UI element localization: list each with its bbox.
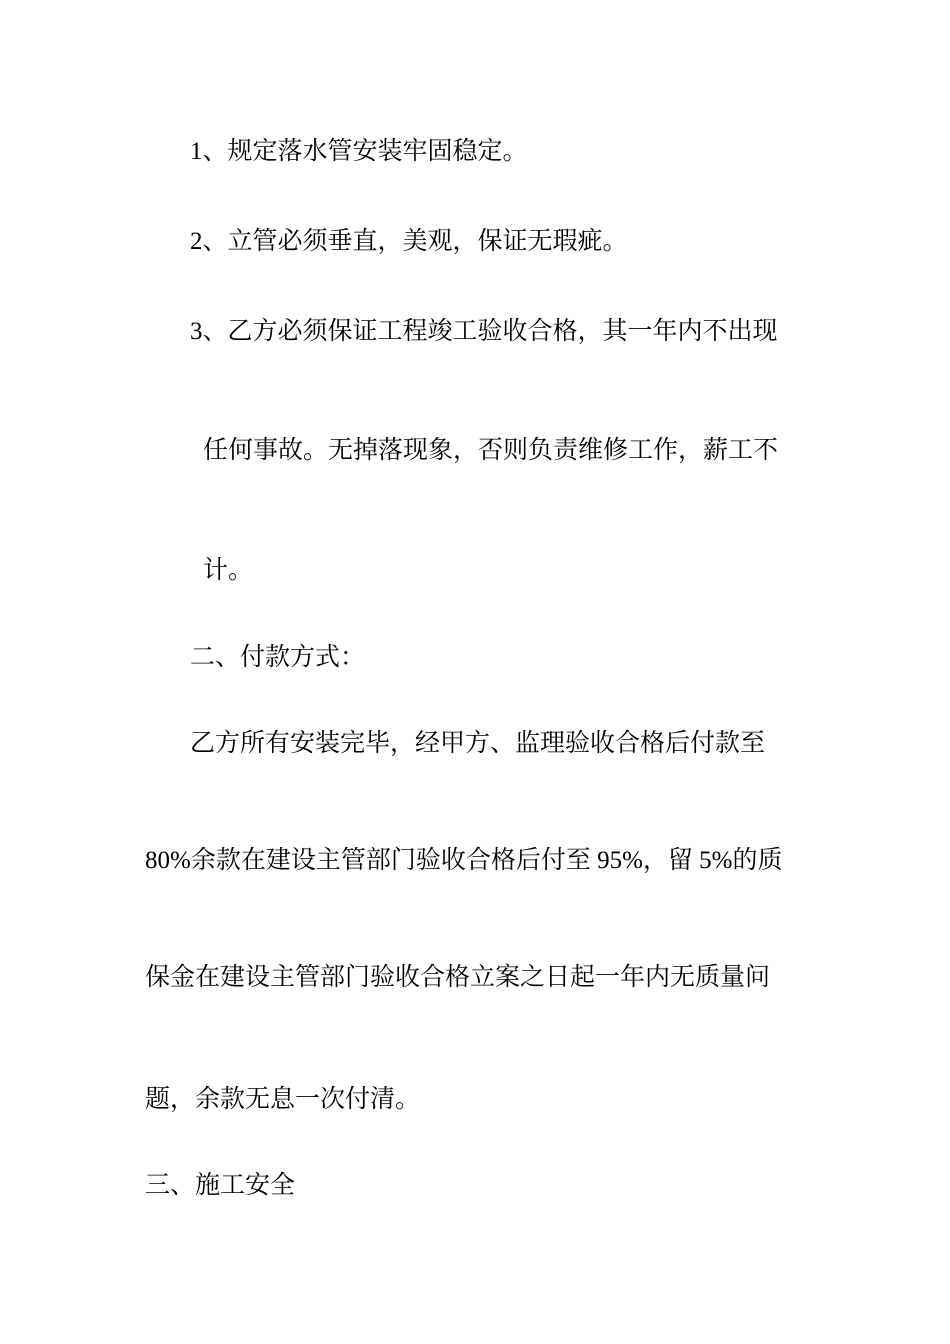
payment-paragraph-line-3: 保金在建设主管部门验收合格立案之日起一年内无质量问 (145, 964, 771, 991)
payment-paragraph-line-4: 题，余款无息一次付清。 (145, 1086, 421, 1113)
paragraph-item-3-line-2: 任何事故。无掉落现象，否则负责维修工作，薪工不 (203, 437, 779, 464)
paragraph-item-3-line-3: 计。 (203, 557, 254, 584)
payment-paragraph-line-1: 乙方所有安装完毕，经甲方、监理验收合格后付款至 (190, 730, 766, 757)
paragraph-item-2: 2、立管必须垂直，美观，保证无瑕疵。 (190, 228, 628, 255)
paragraph-item-3-line-1: 3、乙方必须保证工程竣工验收合格，其一年内不出现 (190, 318, 778, 345)
section-heading-payment: 二、付款方式： (190, 644, 366, 671)
payment-paragraph-line-2: 80%余款在建设主管部门验收合格后付至 95%，留 5%的质 (145, 847, 783, 874)
section-heading-safety: 三、施工安全 (145, 1172, 296, 1199)
paragraph-item-1: 1、规定落水管安装牢固稳定。 (190, 138, 528, 165)
